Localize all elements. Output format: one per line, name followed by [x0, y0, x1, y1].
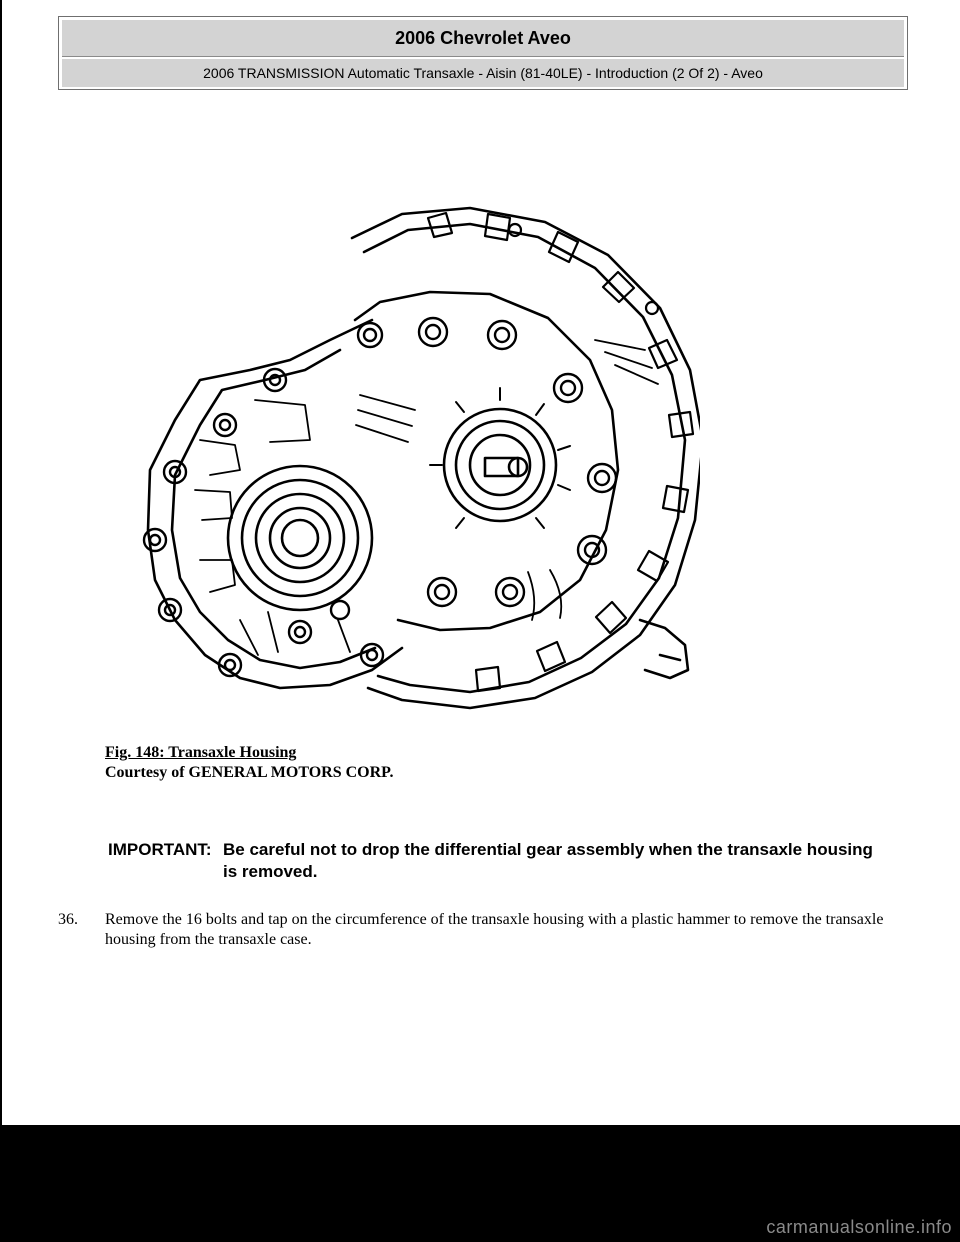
step-text: Remove the 16 bolts and tap on the circumference of the transaxle housing with a plastic hammer to remove the transaxle housing from the transaxle case.	[105, 911, 884, 948]
step-number: 36.	[58, 911, 78, 928]
figure-caption	[105, 743, 393, 783]
page-header	[58, 16, 908, 90]
notice-label: IMPORTANT:	[108, 840, 212, 859]
watermark: carmanualsonline.info	[766, 1217, 952, 1237]
page-footer	[0, 1125, 960, 1242]
left-border-rule	[0, 0, 2, 1125]
header-subtitle: 2006 TRANSMISSION Automatic Transaxle - Aisin (81-40LE) - Introduction (2 Of 2) - Aveo	[62, 59, 904, 87]
notice-text: Be careful not to drop the differential gear assembly when the transaxle housing is removed.	[223, 840, 873, 881]
transaxle-housing-drawing	[140, 200, 700, 710]
figure-credit: Courtesy of GENERAL MOTORS CORP.	[105, 764, 394, 781]
figure-title-link[interactable]: Fig. 148: Transaxle Housing	[105, 744, 297, 761]
header-title: 2006 Chevrolet Aveo	[62, 20, 904, 57]
